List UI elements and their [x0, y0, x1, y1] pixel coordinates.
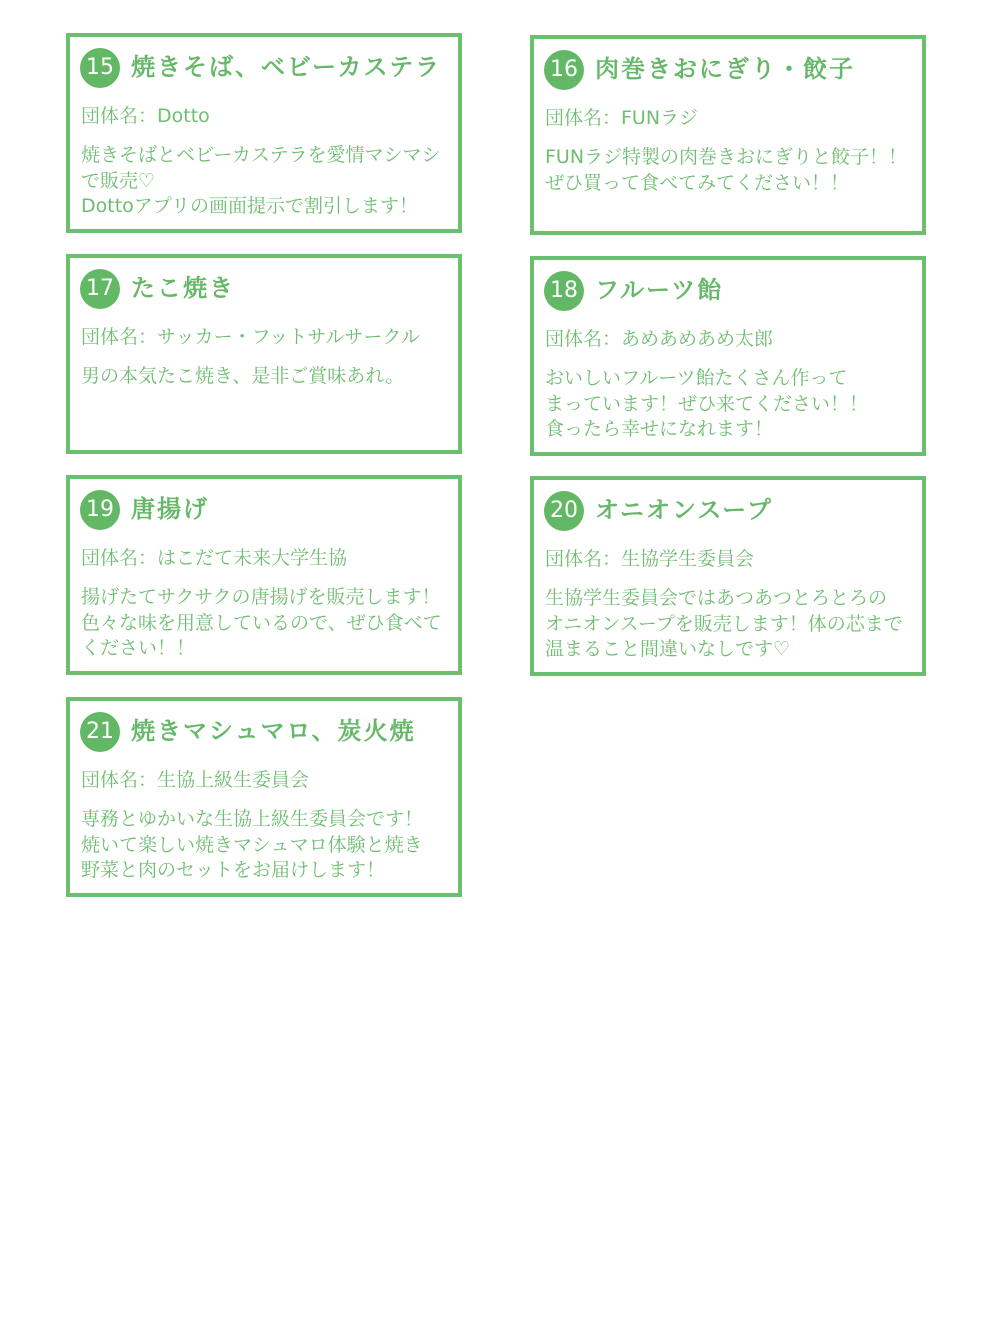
booth-card-17 [66, 254, 462, 454]
booth-card-16 [530, 35, 926, 235]
booth-title: 肉巻きおにぎり・餃子 [595, 54, 855, 83]
booth-group-name: 団体名：はこだて未来大学生協 [81, 547, 348, 569]
booth-title: オニオンスープ [595, 495, 773, 524]
booth-title: 焼きマシュマロ、炭火焼 [131, 716, 416, 745]
booth-title: 焼きそば、ベビーカステラ [131, 52, 442, 81]
booth-header [80, 487, 450, 531]
booth-card-21 [66, 697, 462, 897]
booth-group-name: 団体名：あめあめあめ太郎 [545, 328, 774, 350]
booth-group-name: 団体名：Dotto [81, 105, 210, 127]
booth-description: FUNラジ特製の肉巻きおにぎりと餃子！！ ぜひ買って食べてみてください！！ [545, 146, 908, 194]
booth-header [80, 709, 450, 753]
booth-card-18 [530, 256, 926, 456]
booth-group-name: 団体名：サッカー・フットサルサークル [81, 326, 420, 348]
booth-title: 唐揚げ [131, 494, 209, 523]
booth-description: 揚げたてサクサクの唐揚げを販売します！ 色々な味を用意しているので、ぜひ食べて ください！！ [81, 586, 442, 659]
booth-number-badge: 16 [544, 50, 584, 90]
booth-description: 専務とゆかいな生協上級生委員会です！ 焼いて楽しい焼きマシュマロ体験と焼き 野菜と肉のセットをお届けします！ [81, 808, 424, 881]
booth-description: 生協学生委員会ではあつあつとろとろの オニオンスープを販売します！体の芯まで 温まること間違いなしです♡ [545, 587, 903, 660]
booth-header [544, 47, 914, 91]
booth-group-name: 団体名：生協上級生委員会 [81, 769, 310, 791]
booth-number-badge: 15 [80, 48, 120, 88]
booth-group-name: 団体名：FUNラジ [545, 107, 699, 129]
booth-description: 男の本気たこ焼き、是非ご賞味あれ。 [81, 365, 405, 387]
booth-group-name: 団体名：生協学生委員会 [545, 548, 755, 570]
booth-card-15 [66, 33, 462, 233]
booth-description: おいしいフルーツ飴たくさん作って まっています！ぜひ来てください！！ 食ったら幸せになれます！ [545, 367, 869, 440]
booth-number-badge: 18 [544, 271, 584, 311]
booth-description: 焼きそばとベビーカステラを愛情マシマシ で販売♡ Dottoアプリの画面提示で割引します！ [81, 144, 441, 217]
booth-number-badge: 21 [80, 712, 120, 752]
booth-header [80, 45, 450, 89]
booth-number-badge: 20 [544, 491, 584, 531]
booth-card-19 [66, 475, 462, 675]
booth-header [80, 266, 450, 310]
booth-number-badge: 19 [80, 490, 120, 530]
booth-title: フルーツ飴 [595, 275, 724, 304]
booth-number-badge: 17 [80, 269, 120, 309]
booth-header [544, 268, 914, 312]
booth-title: たこ焼き [131, 273, 235, 302]
booth-card-20 [530, 476, 926, 676]
booth-header [544, 488, 914, 532]
